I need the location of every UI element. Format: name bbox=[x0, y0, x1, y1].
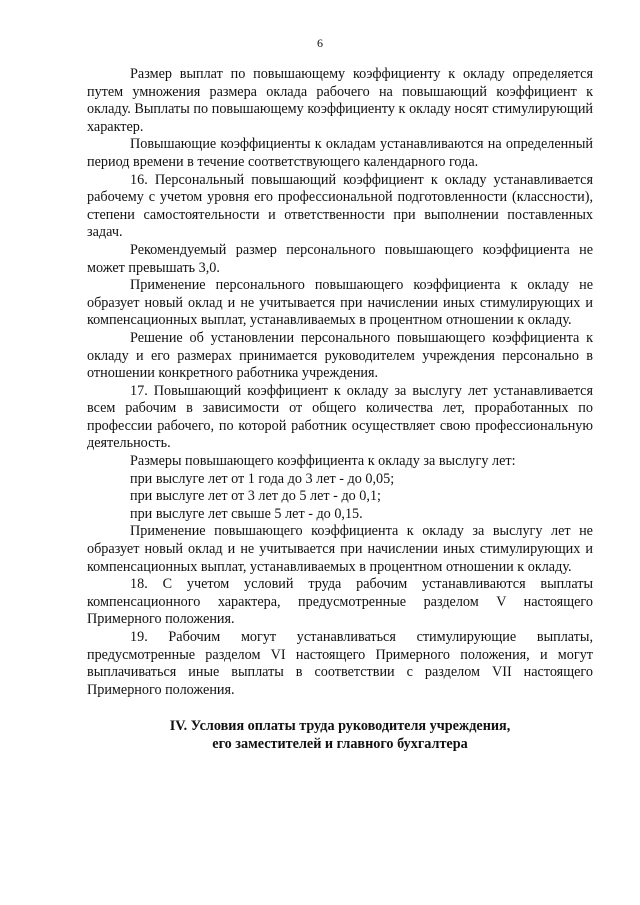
list-item-seniority-1-3: при выслуге лет от 1 года до 3 лет - до 0,05; bbox=[130, 470, 395, 487]
page-number: 6 bbox=[317, 36, 323, 50]
list-item-seniority-3-5: при выслуге лет от 3 лет до 5 лет - до 0,1; bbox=[130, 488, 381, 505]
section-heading-line-2: его заместителей и главного бухгалтера bbox=[212, 735, 468, 752]
paragraph-personal-application: Применение персонального повышающего коэффициента к окладу не образует новый оклад и не учитывается при начислении иных стимулирующих и компенсационных выплат, устанавливаемых в процентном отношении к окладу. bbox=[87, 277, 593, 329]
document-body bbox=[87, 66, 593, 754]
paragraph-17-seniority-coefficient: 17. Повышающий коэффициент к окладу за выслугу лет устанавливается всем рабочим в зависимости от общего количества лет, проработанных по профессии рабочего, по которой работник осуществляет свою профессиональную деятельность. bbox=[87, 382, 593, 452]
paragraph-16-personal-coefficient: 16. Персональный повышающий коэффициент к окладу устанавливается рабочему с учетом уровня его профессиональной подготовленности (классности), степени самостоятельности и ответственности при выполнении поставленных задач. bbox=[87, 171, 593, 241]
paragraph-coefficient-period: Повышающие коэффициенты к окладам устанавливаются на определенный период времени в течение соответствующего календарного года. bbox=[87, 136, 593, 170]
section-heading-line-1: IV. Условия оплаты труда руководителя учреждения, bbox=[169, 718, 511, 735]
paragraph-decision: Решение об установлении персонального повышающего коэффициента к окладу и его размерах принимается руководителем учреждения персонально в отношении конкретного работника учреждения. bbox=[87, 329, 593, 382]
paragraph-19-incentive: 19. Рабочим могут устанавливаться стимулирующие выплаты, предусмотренные разделом VI настоящего Примерного положения, и могут выплачиваться иные выплаты в соответствии с разделом VII настоящего Примерного положения. bbox=[87, 629, 593, 698]
list-item-seniority-over-5: при выслуге лет свыше 5 лет - до 0,15. bbox=[130, 505, 363, 522]
paragraph-recommended-size: Рекомендуемый размер персонального повышающего коэффициента не может превышать 3,0. bbox=[87, 241, 593, 276]
paragraph-payment-size: Размер выплат по повышающему коэффициенту к окладу определяется путем умножения размера оклада рабочего на повышающий коэффициент к окладу. Выплаты по повышающему коэффициенту к окладу носят стимулирующий характер. bbox=[87, 66, 593, 135]
paragraph-18-compensation: 18. С учетом условий труда рабочим устанавливаются выплаты компенсационного характера, предусмотренные разделом V настоящего Примерного положения. bbox=[87, 576, 593, 628]
paragraph-seniority-application: Применение повышающего коэффициента к окладу за выслугу лет не образует новый оклад и не учитывается при начислении иных стимулирующих и компенсационных выплат, устанавливаемых в процентном отношении к окладу. bbox=[87, 523, 593, 575]
paragraph-seniority-sizes: Размеры повышающего коэффициента к окладу за выслугу лет: bbox=[130, 453, 516, 470]
section-heading bbox=[87, 718, 593, 753]
